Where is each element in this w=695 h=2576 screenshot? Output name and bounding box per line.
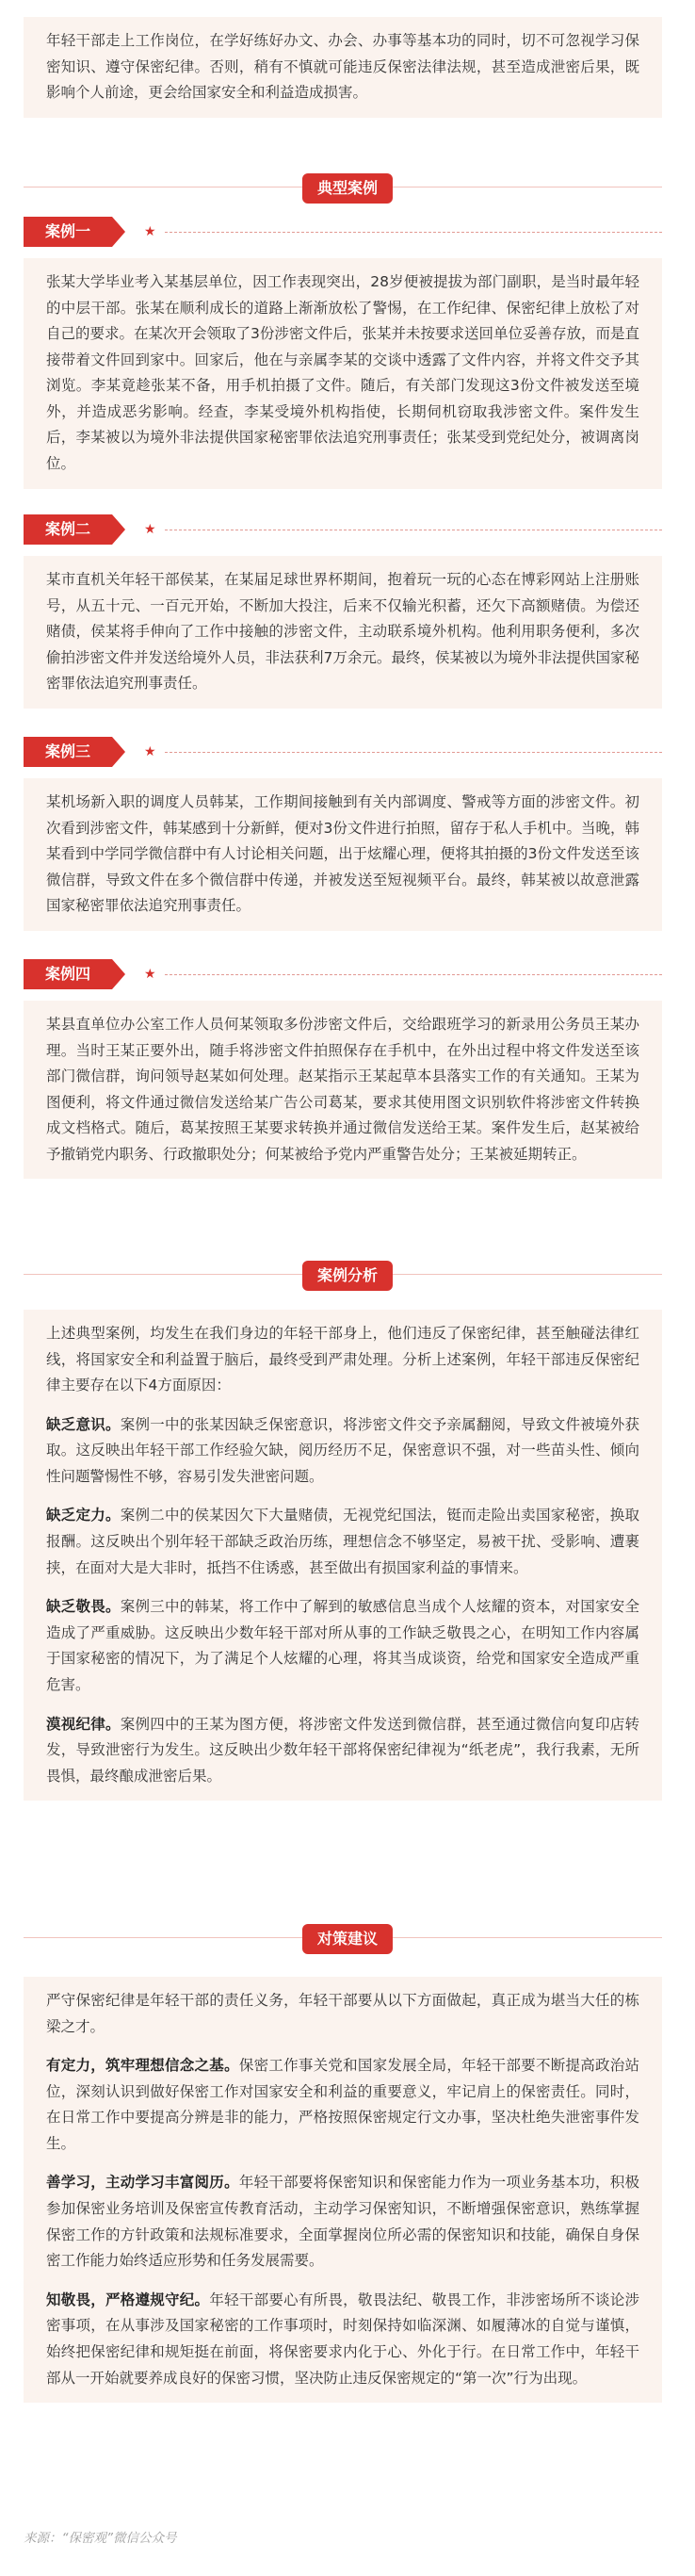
case-4-text: 某县直单位办公室工作人员何某领取多份涉密文件后，交给跟班学习的新录用公务员王某办理。当时王某正要外出，随手将涉密文件拍照保存在手机中，在外出过程中将文件发送至该部门微信群，询问领导赵某如何处理。赵某指示王某起草本县落实工作的有关通知。王某为图便利，将文件通过微信发送给某广告公司葛某，要求其使用图文识别软件将涉密文件转换成文档格式。随后，葛某按照王某要求转换并通过微信发送给王某。案件发生后，赵某被给予撤销党内职务、行政撤职处分；何某被给予党内严重警告处分；王某被延期转正。 (46, 1016, 639, 1163)
analysis-item-head: 缺乏敬畏。 (46, 1598, 121, 1616)
suggestion-item-head: 善学习，主动学习丰富阅历。 (46, 2174, 239, 2192)
case-2-panel (24, 556, 662, 709)
suggestion-item-head: 有定力，筑牢理想信念之基。 (46, 2057, 239, 2075)
suggestion-item-head: 知敬畏，严格遵规守纪。 (46, 2291, 210, 2308)
analysis-item-head: 缺乏意识。 (46, 1415, 121, 1433)
case-3-tag: 案例三 (24, 737, 112, 767)
analysis-item-text: 案例二中的侯某因欠下大量赌债，无视党纪国法，铤而走险出卖国家秘密，换取报酬。这反映出个别年轻干部缺乏政治历练，理想信念不够坚定，易被干扰、受影响、遭裹挟，在面对大是大非时，抵挡不住诱惑，甚至做出有损国家利益的事情来。 (46, 1507, 639, 1576)
analysis-item-text: 案例四中的王某为图方便，将涉密文件发送到微信群，甚至通过微信向复印店转发，导致泄密行为发生。这反映出少数年轻干部将保密纪律视为“纸老虎”，我行我素，无所畏惧，最终酿成泄密后果。 (46, 1715, 639, 1785)
analysis-item-head: 缺乏定力。 (46, 1507, 121, 1524)
case-4-header (24, 959, 662, 989)
source-credit: 来源：“保密观”微信公众号 (24, 2531, 177, 2546)
case-4-panel (24, 1001, 662, 1179)
case-1-header (24, 217, 662, 247)
dashed-line (165, 232, 662, 233)
case-1-panel (24, 258, 662, 489)
intro-text: 年轻干部走上工作岗位，在学好练好办文、办会、办事等基本功的同时，切不可忽视学习保密知识、遵守保密纪律。否则，稍有不慎就可能违反保密法律法规，甚至造成泄密后果，既影响个人前途，更会给国家安全和利益造成损害。 (46, 32, 639, 102)
analysis-panel (24, 1310, 662, 1801)
suggestion-item (46, 2053, 639, 2157)
case-4-tag: 案例四 (24, 959, 112, 989)
star-icon: ★ (144, 522, 156, 537)
analysis-item-head: 漠视纪律。 (46, 1715, 121, 1733)
star-icon: ★ (144, 967, 156, 982)
case-3-header (24, 737, 662, 767)
dashed-line (165, 752, 662, 753)
star-icon: ★ (144, 224, 156, 239)
case-2-tag: 案例二 (24, 514, 112, 545)
analysis-item (46, 1712, 639, 1790)
suggestion-item-text: 保密工作事关党和国家发展全局，年轻干部要不断提高政治站位，深刻认识到做好保密工作对国家安全和利益的重要意义，牢记肩上的保密责任。同时，在日常工作中要提高分辨是非的能力，严格按照保密规定行文办事，坚决杜绝失泄密事件发生。 (46, 2057, 639, 2152)
dashed-line (165, 974, 662, 975)
suggestion-section-title: 对策建议 (302, 1924, 393, 1954)
case-3-panel (24, 778, 662, 931)
analysis-item (46, 1594, 639, 1698)
analysis-item (46, 1412, 639, 1491)
intro-panel (24, 17, 662, 118)
case-1-text: 张某大学毕业考入某基层单位，因工作表现突出，28岁便被提拔为部门副职，是当时最年轻的中层干部。张某在顺利成长的道路上渐渐放松了警惕，在工作纪律、保密纪律上放松了对自己的要求。在某次开会领取了3份涉密文件后，张某并未按要求送回单位妥善存放，而是直接带着文件回到家中。回家后，他在与亲属李某的交谈中透露了文件内容，并将文件交予其浏览。李某竟趁张某不备，用手机拍摄了文件。随后，有关部门发现这3份文件被发送至境外，并造成恶劣影响。经查，李某受境外机构指使，长期伺机窃取我涉密文件。案件发生后，李某被以为境外非法提供国家秘密罪依法追究刑事责任；张某受到党纪处分，被调离岗位。 (46, 273, 639, 473)
suggestion-panel (24, 1977, 662, 2403)
case-3-text: 某机场新入职的调度人员韩某，工作期间接触到有关内部调度、警戒等方面的涉密文件。初次看到涉密文件，韩某感到十分新鲜，便对3份文件进行拍照，留存于私人手机中。当晚，韩某看到中学同学微信群中有人讨论相关问题，出于炫耀心理，便将其拍摄的3份文件发送至该微信群，导致文件在多个微信群中传递，并被发送至短视频平台。最终，韩某被以故意泄露国家秘密罪依法追究刑事责任。 (46, 793, 639, 915)
analysis-item (46, 1503, 639, 1581)
cases-section-title: 典型案例 (302, 173, 393, 204)
case-1-tag: 案例一 (24, 217, 112, 247)
case-2-header (24, 514, 662, 545)
analysis-item-text: 案例一中的张某因缺乏保密意识，将涉密文件交予亲属翻阅，导致文件被境外获取。这反映出年轻干部工作经验欠缺，阅历经历不足，保密意识不强，对一些苗头性、倾向性问题警惕性不够，容易引发失泄密问题。 (46, 1415, 639, 1485)
analysis-item-text: 案例三中的韩某，将工作中了解到的敏感信息当成个人炫耀的资本，对国家安全造成了严重威胁。这反映出少数年轻干部对所从事的工作缺乏敬畏之心，在明知工作内容属于国家秘密的情况下，为了满足个人炫耀的心理，将其当成谈资，给党和国家安全造成严重危害。 (46, 1598, 639, 1693)
suggestion-item-text: 年轻干部要心有所畏，敬畏法纪、敬畏工作，非涉密场所不谈论涉密事项，在从事涉及国家秘密的工作事项时，时刻保持如临深渊、如履薄冰的自觉与谨慎，始终把保密纪律和规矩挺在前面，将保密要求内化于心、外化于行。在日常工作中，年轻干部从一开始就要养成良好的保密习惯，坚决防止违反保密规定的“第一次”行为出现。 (46, 2291, 639, 2387)
star-icon: ★ (144, 744, 156, 759)
analysis-section-title: 案例分析 (302, 1261, 393, 1291)
suggestion-item (46, 2170, 639, 2274)
suggestion-intro: 严守保密纪律是年轻干部的责任义务，年轻干部要从以下方面做起，真正成为堪当大任的栋梁之才。 (46, 1992, 639, 2035)
suggestion-item-text: 年轻干部要将保密知识和保密能力作为一项业务基本功，积极参加保密业务培训及保密宣传教育活动，主动学习保密知识，不断增强保密意识，熟练掌握保密工作的方针政策和法规标准要求，全面掌握岗位所必需的保密知识和技能，确保自身保密工作能力始终适应形势和任务发展需要。 (46, 2174, 639, 2270)
case-2-text: 某市直机关年轻干部侯某，在某届足球世界杯期间，抱着玩一玩的心态在博彩网站上注册账号，从五十元、一百元开始，不断加大投注，后来不仅输光积蓄，还欠下高额赌债。为偿还赌债，侯某将手伸向了工作中接触的涉密文件，主动联系境外机构。他利用职务便利，多次偷拍涉密文件并发送给境外人员，非法获利7万余元。最终，侯某被以为境外非法提供国家秘密罪依法追究刑事责任。 (46, 571, 639, 693)
analysis-intro: 上述典型案例，均发生在我们身边的年轻干部身上，他们违反了保密纪律，甚至触碰法律红线，将国家安全和利益置于脑后，最终受到严肃处理。分析上述案例，年轻干部违反保密纪律主要存在以下4方面原因： (46, 1325, 639, 1394)
suggestion-item (46, 2288, 639, 2391)
